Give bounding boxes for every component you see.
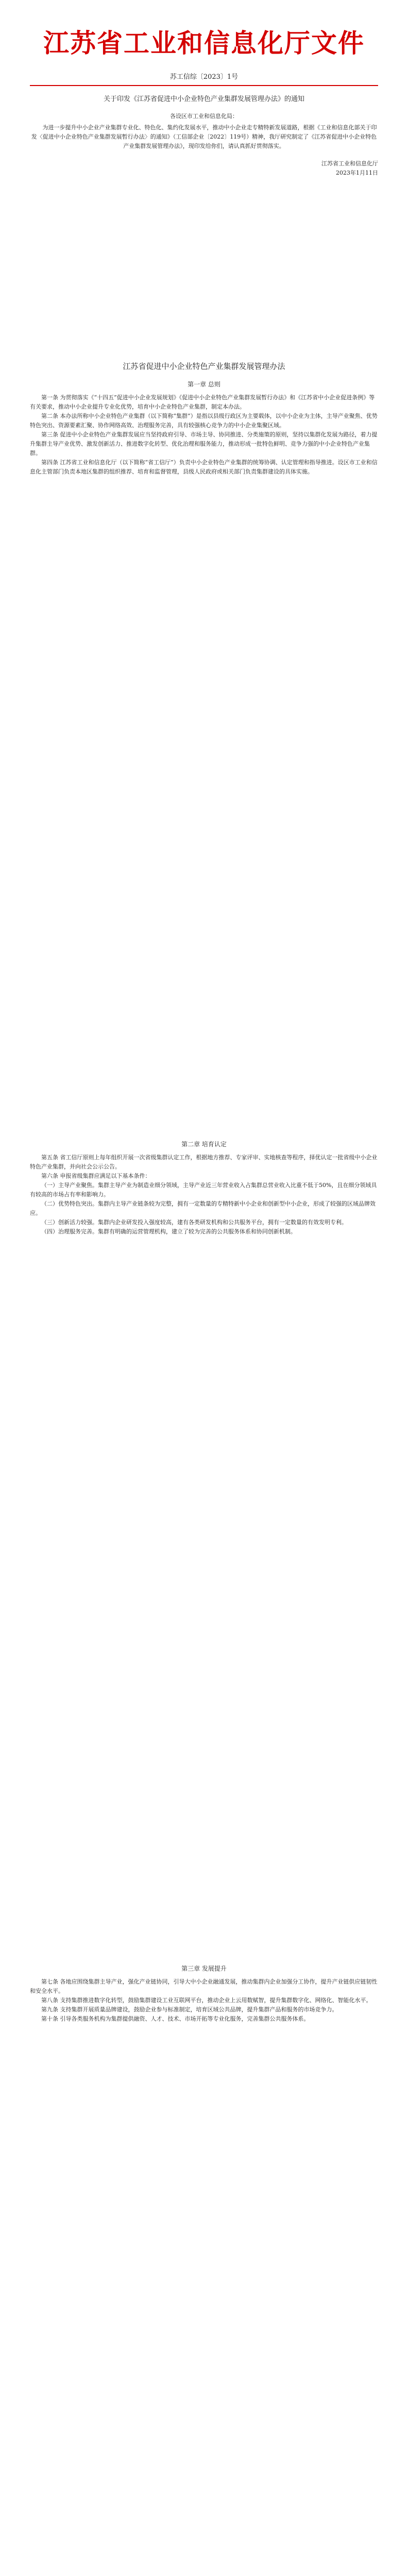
chapter-1 <box>30 380 378 477</box>
article-paragraph: （一）主导产业聚焦。集群主导产业为制造业细分领域，主导产业近三年营业收入占集群总营业收入比重不低于50%，且在细分领域具有较高的市场占有率和影响力。 <box>30 1182 377 1198</box>
policy-document-continued <box>30 1133 378 1236</box>
article-paragraph: （四）治理服务完善。集群有明确的运营管理机构，建立了较为完善的公共服务体系和协同创新机制。 <box>41 1228 296 1235</box>
article-paragraph: （二）优势特色突出。集群内主导产业链条较为完整，拥有一定数量的专精特新中小企业和创新型中小企业，形成了较强的区域品牌效应。 <box>30 1200 376 1216</box>
article-paragraph: 第十条 引导各类服务机构为集群提供融资、人才、技术、市场开拓等专业化服务，完善集群公共服务体系。 <box>41 2015 310 2022</box>
notice-title: 关于印发《江苏省促进中小企业特色产业集群发展管理办法》的通知 <box>103 95 304 103</box>
article-paragraph: 第三条 促进中小企业特色产业集群发展应当坚持政府引导、市场主导、协同推进、分类施策的原则，坚持以集群化发展为路径，着力提升集群主导产业优势、激发创新活力、推进数字化转型、优化治理和服务能力，推动形成一批特色鲜明、竞争力强的中小企业特色产业集群。 <box>30 431 378 456</box>
red-divider <box>30 85 378 86</box>
masthead-title: 江苏省工业和信息化厅文件 <box>43 28 365 58</box>
article-paragraph: 第七条 各地应围绕集群主导产业，强化产业链协同，引导大中小企业融通发展，推动集群内企业加强分工协作，提升产业链供应链韧性和安全水平。 <box>30 1978 378 1994</box>
chapter-title: 第一章 总则 <box>188 381 220 388</box>
article-paragraph: 第五条 省工信厅原则上每年组织开展一次省级集群认定工作，根据地方推荐、专家评审、实地核查等程序，择优认定一批省级中小企业特色产业集群，并向社会公示公告。 <box>30 1154 378 1170</box>
notice-salutation: 各设区市工业和信息化局： <box>170 113 238 120</box>
chapter-title: 第二章 培育认定 <box>181 1141 227 1148</box>
policy-document-continued <box>30 1958 378 2024</box>
article-paragraph: 第一条 为贯彻落实《“十四五”促进中小企业发展规划》《促进中小企业特色产业集群发展暂行办法》和《江苏省中小企业促进条例》等有关要求，推动中小企业提升专业化优势，培育中小企业特色产业集群，制定本办法。 <box>30 394 375 410</box>
document-number: 苏工信综〔2023〕1号 <box>169 73 238 81</box>
article-paragraph: 第六条 申报省级集群应满足以下基本条件： <box>41 1173 151 1179</box>
policy-title: 江苏省促进中小企业特色产业集群发展管理办法 <box>123 362 285 371</box>
article-paragraph: 第二条 本办法所称中小企业特色产业集群（以下简称“集群”）是指以县级行政区为主要载体，以中小企业为主体，主导产业聚焦、优势特色突出、资源要素汇聚、协作网络高效、治理服务完善，具有较强核心竞争力的中小企业集聚区域。 <box>30 413 378 429</box>
masthead <box>30 27 378 178</box>
chapter-3 <box>30 1964 378 2024</box>
notice-paragraph: 为进一步提升中小企业产业集群专业化、特色化、集约化发展水平，推动中小企业走专精特新发展道路，根据《工业和信息化部关于印发〈促进中小企业特色产业集群发展暂行办法〉的通知》（工信部企业〔2022〕119号）精神，我厅研究制定了《江苏省促进中小企业特色产业集群发展管理办法》，现印发给你们，请认真抓好贯彻落实。 <box>31 124 377 149</box>
article-paragraph: 第四条 江苏省工业和信息化厅（以下简称“省工信厅”）负责中小企业特色产业集群的统筹协调、认定管理和指导推进。设区市工业和信息化主管部门负责本地区集群的组织推荐、培育和监督管理，县级人民政府或相关部门负责集群建设的具体实施。 <box>30 459 378 475</box>
article-paragraph: 第九条 支持集群开展质量品牌建设，鼓励企业参与标准制定，培育区域公共品牌，提升集群产品和服务的市场竞争力。 <box>41 2006 338 2013</box>
notice-issuer: 江苏省工业和信息化厅 <box>321 160 378 167</box>
article-paragraph: 第八条 支持集群推进数字化转型，鼓励集群建设工业互联网平台，推动企业上云用数赋智，提升集群数字化、网络化、智能化水平。 <box>41 1997 372 2004</box>
policy-document <box>30 361 378 477</box>
article-paragraph: （三）创新活力较强。集群内企业研发投入强度较高，建有各类研发机构和公共服务平台，拥有一定数量的有效发明专利。 <box>41 1219 347 1226</box>
notice-date: 2023年1月11日 <box>336 170 378 176</box>
chapter-2 <box>30 1140 378 1236</box>
chapter-title: 第三章 发展提升 <box>181 1965 227 1972</box>
